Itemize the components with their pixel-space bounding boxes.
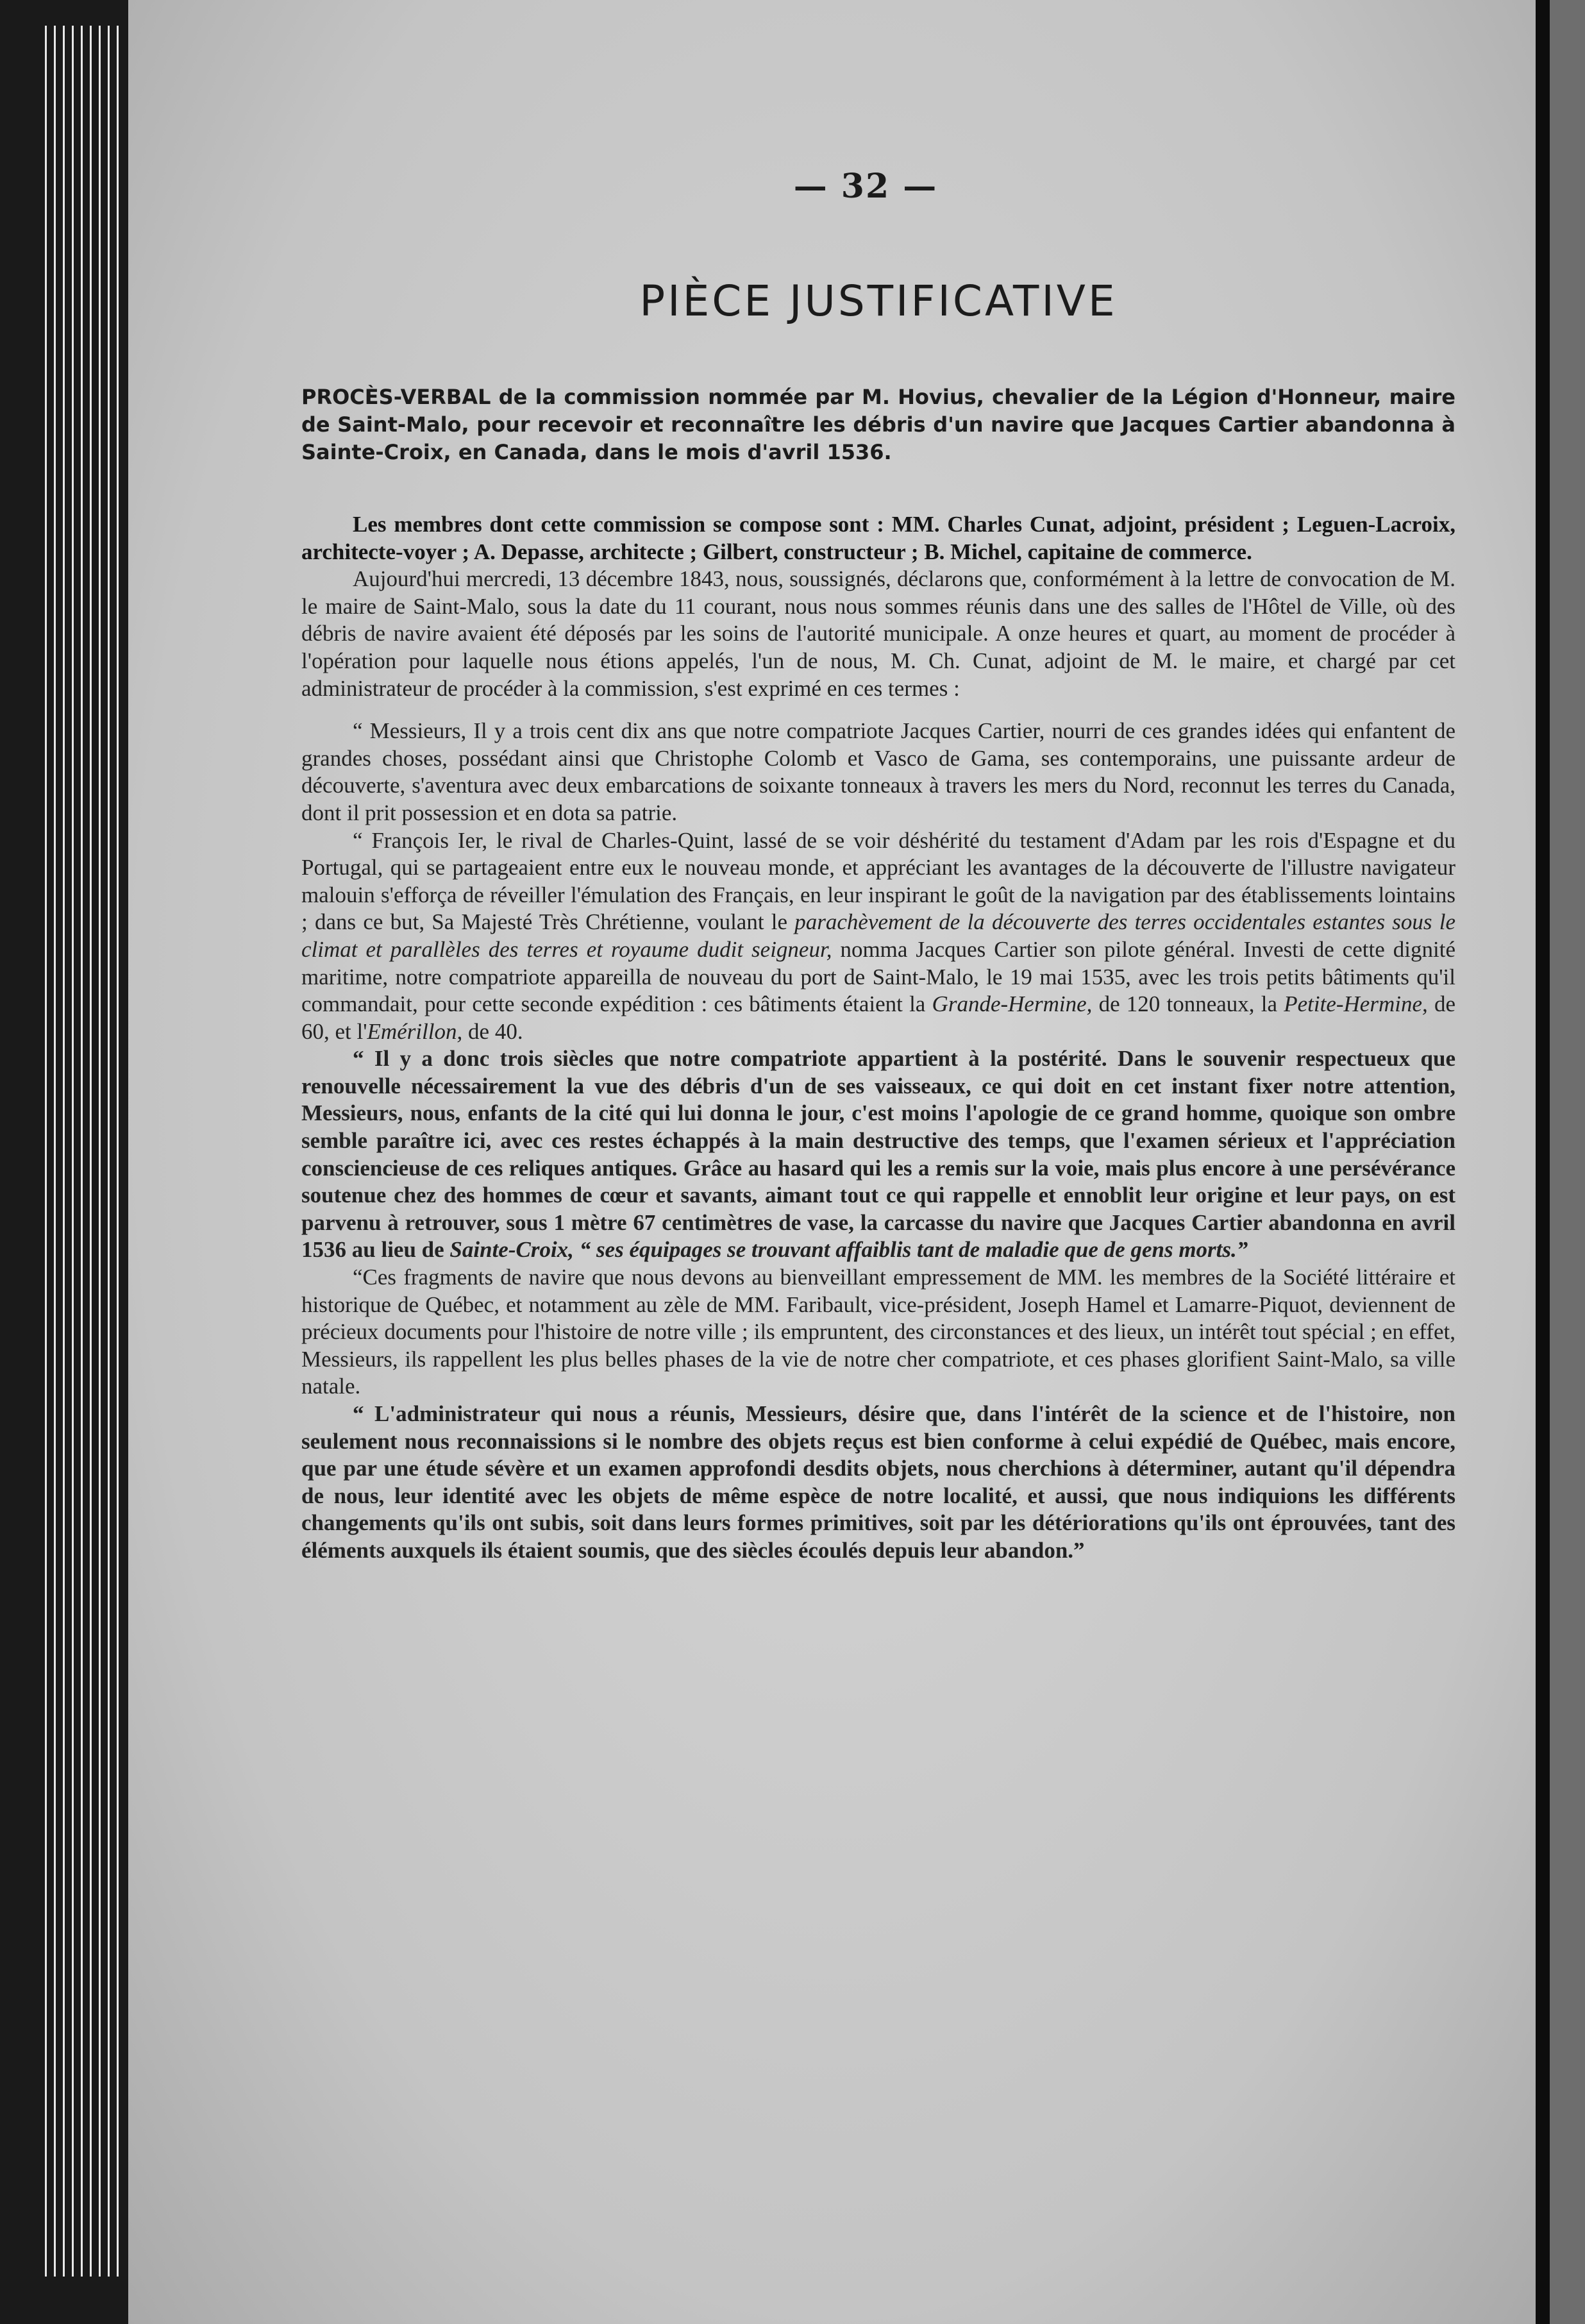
- document-body: [301, 511, 1455, 1565]
- page-content: [301, 167, 1455, 1565]
- text-segment: “ Il y a donc trois siècles que notre compatriote appartient à la postérité. Dans le souvenir respectueux que renouvelle nécessairement la vue des débris d'un de ses vaisseaux, ce qui doit en cet instant fixer notre attention, Messieurs, nous, enfants de la cité qui lui donna le jour, c'est moins l'apologie de ce grand homme, quoique son ombre semble paraître ici, avec ces restes échappés à la main destructive des temps, que l'examen sérieux et l'appréciation consciencieuse de ces reliques antiques. Grâce au hasard qui les a remis sur la voie, mais plus encore à une persévérance soutenue chez des hommes de cœur et savants, aimant tout ce qui rappelle et ennoblit leur origine et leur pays, on est parvenu à retrouver, sous 1 mètre 67 centimètres de vase, la carcasse du navire que Jacques Cartier abandonna en avril 1536 au lieu de: [301, 1046, 1455, 1263]
- paragraph-meeting: Aujourd'hui mercredi, 13 décembre 1843, nous, soussignés, déclarons que, conformément à la lettre de convocation de M. le maire de Saint-Malo, sous la date du 11 courant, nous nous sommes réunis dans une des salles de l'Hôtel de Ville, où des débris de navire avaient été déposés par les soins de l'autorité municipale. A onze heures et quart, au moment de procéder à l'opération pour laquelle nous étions appelés, l'un de nous, M. Ch. Cunat, adjoint de M. le maire, et chargé par cet administrateur de procéder à la commission, s'est exprimé en ces termes :: [301, 566, 1455, 701]
- page-number: — 32 —: [793, 167, 938, 206]
- paragraph-administrator: “ L'administrateur qui nous a réunis, Messieurs, désire que, dans l'intérêt de la science et de l'histoire, non seulement nous reconnaissions si le nombre des objets reçus est bien conforme à celui expédié de Québec, mais encore, que par une étude sévère et un examen approfondi desdits objets, nous cherchions à déterminer, autant qu'il dépendra de nous, leur identité avec les objets de même espèce de notre localité, et aussi, que nous indiquions les différents changements qu'ils ont subis, soit dans leurs formes primitives, soit par les détériorations qu'ils ont éprouvées, tant des éléments auxquels ils étaient soumis, que des siècles écoulés depuis leur abandon.”: [301, 1401, 1455, 1563]
- ship-name: Grande-Hermine,: [932, 991, 1093, 1017]
- document-heading: PROCÈS-VERBAL de la commission nommée par M. Hovius, chevalier de la Légion d'Honneur, maire de Saint-Malo, pour recevoir et reconnaître les débris d'un navire que Jacques Cartier abandonna à Sainte-Croix, en Canada, dans le mois d'avril 1536.: [301, 385, 1455, 464]
- paragraph-cartier: “ Messieurs, Il y a trois cent dix ans que notre compatriote Jacques Cartier, nourri de ces grandes idées qui enfantent de grandes choses, possédant ainsi que Christophe Colomb et Vasco de Gama, ses contemporains, une puissante ardeur de découverte, s'aventura avec deux embarcations de soixante tonneaux à travers les mers du Nord, reconnut les terres du Canada, dont il prit possession et en dota sa patrie.: [301, 718, 1455, 825]
- paragraph-fragments: “Ces fragments de navire que nous devons au bienveillant empressement de MM. les membres de la Société littéraire et historique de Québec, et notamment au zèle de MM. Faribault, vice-président, Joseph Hamel et Lamarre-Piquot, deviennent de précieux documents pour l'histoire de notre ville ; ils empruntent, des circonstances et des lieux, un intérêt tout spécial ; en effet, Messieurs, ils rappellent les plus belles phases de la vie de notre cher compatriote, et ces phases glorifient Saint-Malo, sa ville natale.: [301, 1265, 1455, 1399]
- text-segment: de 120 tonneaux, la: [1092, 991, 1284, 1017]
- italic-quote: “ ses équipages se trouvant affaiblis tant de maladie que de gens morts.”: [573, 1237, 1248, 1263]
- paragraph-members: Les membres dont cette commission se compose sont : MM. Charles Cunat, adjoint, président ; Leguen-Lacroix, architecte-voyer ; A. Depasse, architecte ; Gilbert, constructeur ; B. Michel, capitaine de commerce.: [301, 512, 1455, 564]
- text-segment: de 60, et l': [301, 991, 1455, 1044]
- book-gutter: [1536, 0, 1550, 2324]
- text-segment: “ François Ier, le rival de Charles-Quint, lassé de se voir déshérité du testament d'Adam par les rois d'Espagne et du Portugal, qui se partageaient entre eux le nouveau monde, et appréciant les avantages de la découverte de l'illustre navigateur malouin s'efforça de réveiller l'émulation des Français, en leur inspirant le goût de la navigation par des établissements lointains ; dans ce but, Sa Majesté Très Chrétienne, voulant le: [301, 827, 1455, 935]
- italic-quote: parachèvement de la découverte des terres occidentales estantes sous le climat et parallèles des terres et royaume dudit seigneur,: [301, 909, 1455, 962]
- ship-name: Emérillon,: [367, 1018, 463, 1044]
- ship-name: Petite-Hermine,: [1284, 991, 1428, 1017]
- text-segment: nomma Jacques Cartier son pilote général. Investi de cette dignité maritime, notre compatriote appareilla de nouveau du port de Saint-Malo, le 19 mai 1535, avec les trois petits bâtiments qu'il commandait, pour cette seconde expédition : ces bâtiments étaient la: [301, 936, 1455, 1017]
- place-name: Sainte-Croix,: [449, 1237, 574, 1263]
- page-title: PIÈCE JUSTIFICATIVE: [639, 276, 1118, 326]
- scan-margin: [1550, 0, 1585, 2324]
- paragraph-posterity: [301, 1045, 1455, 1264]
- text-segment: de 40.: [462, 1018, 523, 1044]
- paragraph-francois: [301, 827, 1455, 1046]
